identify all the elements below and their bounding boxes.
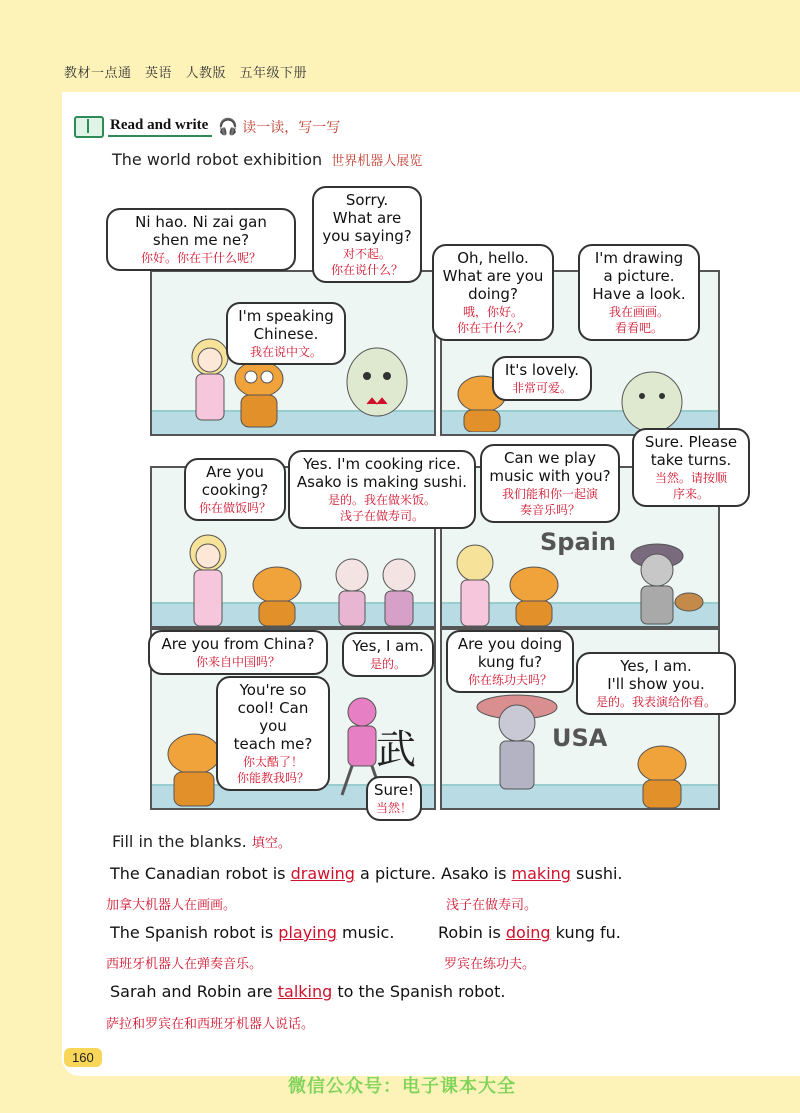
subtitle-cn: 世界机器人展览 xyxy=(331,154,423,169)
headphone-icon[interactable]: 🎧 xyxy=(218,119,239,136)
speech-bubble-12: Yes, I am. 是的。 xyxy=(342,632,434,677)
robot-robin-figure xyxy=(247,563,307,626)
spain-label: Spain xyxy=(540,528,616,556)
speech-bubble-16: Yes, I am. I'll show you. 是的。我表演给你看。 xyxy=(576,652,736,715)
robot-japan-figures xyxy=(327,553,427,626)
speech-bubble-13: You're so cool! Can you teach me? 你太酷了！ 你能教我吗？ xyxy=(216,676,330,791)
answer-blank[interactable]: making xyxy=(511,864,571,883)
answer-blank[interactable]: doing xyxy=(505,923,551,942)
robot-robin-figure xyxy=(227,357,297,432)
book-icon xyxy=(74,116,104,138)
speech-bubble-11: Are you from China? 你来自中国吗？ xyxy=(148,630,328,675)
exercise-line-1: The Canadian robot is drawing a picture. Asako is making sushi. xyxy=(110,864,623,883)
speech-bubble-6: It's lovely. 非常可爱。 xyxy=(492,356,592,401)
speech-bubble-8: Yes. I'm cooking rice. Asako is making sushi. 是的。我在做米饭。 浅子在做寿司。 xyxy=(288,450,476,529)
robot-spain-figure xyxy=(607,538,707,626)
subtitle xyxy=(112,150,422,169)
speech-bubble-15: Are you doing kung fu? 你在练功夫吗？ xyxy=(446,630,574,693)
speech-bubble-7: Are you cooking? 你在做饭吗？ xyxy=(184,458,286,521)
speech-bubble-14: Sure! 当然！ xyxy=(366,776,422,821)
answer-blank[interactable]: talking xyxy=(277,982,333,1001)
answer-blank[interactable]: drawing xyxy=(290,864,355,883)
subtitle-en: The world robot exhibition xyxy=(112,150,323,169)
speech-bubble-5: I'm drawing a picture. Have a look. 我在画画。 看看吧。 xyxy=(578,244,700,341)
usa-label: USA xyxy=(552,724,608,752)
girl-figure xyxy=(447,538,507,626)
exercise-line-3: Sarah and Robin are talking to the Spanish robot. xyxy=(110,982,506,1001)
section-title: Read and write xyxy=(108,117,212,137)
robot-robin-figure xyxy=(627,740,697,808)
robot-robin-figure xyxy=(504,563,564,626)
exercise-line-2-cn-b: 罗宾在练功夫。 xyxy=(444,957,536,972)
speech-bubble-2: Sorry. What are you saying? 对不起。 你在说什么？ xyxy=(312,186,422,283)
speech-bubble-3: I'm speaking Chinese. 我在说中文。 xyxy=(226,302,346,365)
section-title-cn: 读一读，写一写 xyxy=(242,120,341,136)
exercise-line-1-cn-b: 浅子在做寿司。 xyxy=(446,898,538,913)
girl-figure xyxy=(180,528,240,626)
page-number: 160 xyxy=(64,1048,102,1067)
robot-canada-figure xyxy=(337,342,417,432)
robot-usa-figure xyxy=(472,685,562,808)
wu-character: 武 xyxy=(376,727,416,773)
speech-bubble-4: Oh, hello. What are you doing? 哦，你好。 你在干什么？ xyxy=(432,244,554,341)
exercise-line-2b: Robin is doing kung fu. xyxy=(438,923,621,942)
watermark: 微信公众号：电子课本大全 xyxy=(288,1076,516,1097)
exercise-line-2-cn-a: 西班牙机器人在弹奏音乐。 xyxy=(106,957,263,972)
exercise-line-2: The Spanish robot is playing music. xyxy=(110,923,395,942)
speech-bubble-10: Sure. Please take turns. 当然。请按顺 序来。 xyxy=(632,428,750,507)
speech-bubble-9: Can we play music with you? 我们能和你一起演 奏音乐吗？ xyxy=(480,444,620,523)
answer-blank[interactable]: playing xyxy=(278,923,337,942)
robot-canada-figure xyxy=(607,362,697,434)
running-header: 教材一点通 英语 人教版 五年级下册 xyxy=(64,66,308,81)
section-heading xyxy=(74,116,340,138)
exercise-line-1-cn-a: 加拿大机器人在画画。 xyxy=(106,898,237,913)
exercise-line-3-cn: 萨拉和罗宾在和西班牙机器人说话。 xyxy=(106,1017,315,1032)
speech-bubble-1: Ni hao. Ni zai gan shen me ne? 你好。你在干什么呢？ xyxy=(106,208,296,271)
exercise-title: Fill in the blanks. 填空。 xyxy=(112,832,291,851)
